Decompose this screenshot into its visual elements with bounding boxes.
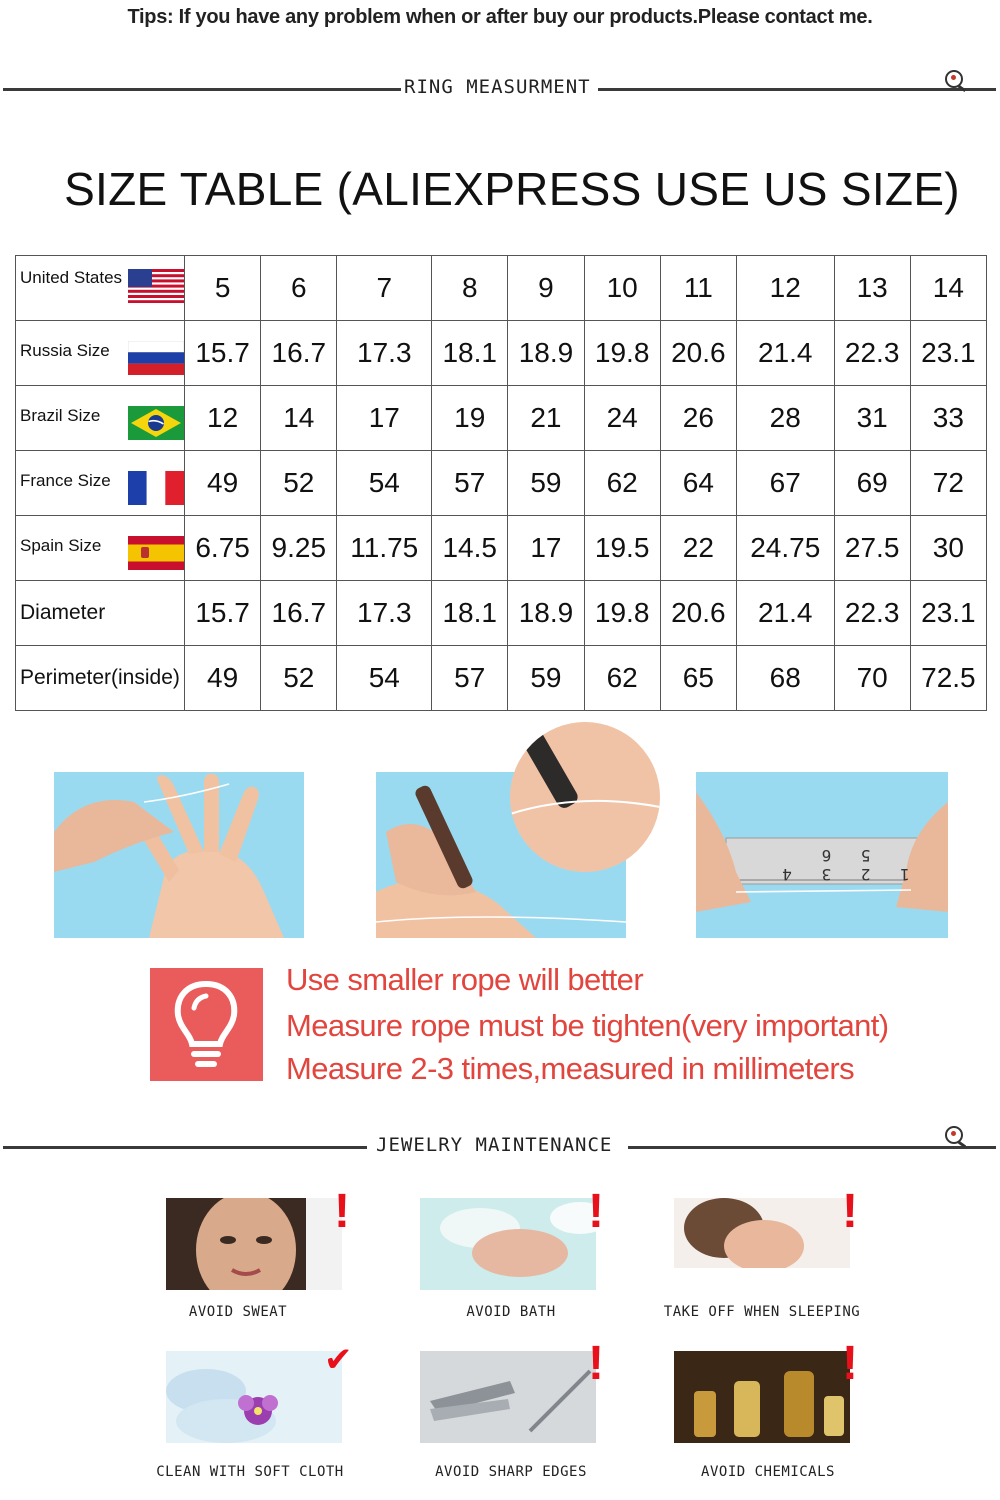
size-value-cell: 11.75	[337, 516, 432, 581]
size-value-cell: 10	[584, 256, 660, 321]
size-value-cell: 31	[834, 386, 910, 451]
size-value-cell: 52	[261, 646, 337, 711]
size-table-row	[16, 321, 987, 386]
size-value-cell: 12	[736, 256, 834, 321]
size-value-cell: 72	[910, 451, 986, 516]
size-value-cell: 20.6	[660, 321, 736, 386]
size-value-cell: 7	[337, 256, 432, 321]
magnified-pen-tip-circle	[510, 722, 660, 872]
brazil-flag-icon	[128, 406, 184, 440]
size-table-row	[16, 451, 987, 516]
row-label: France Size	[20, 471, 111, 490]
size-value-cell: 19.5	[584, 516, 660, 581]
care-label-chemicals: AVOID CHEMICALS	[701, 1464, 835, 1480]
size-value-cell: 33	[910, 386, 986, 451]
photo-wrap-string-around-finger	[54, 772, 304, 938]
sleeping-woman-illustration	[674, 1198, 850, 1290]
alert-mark-bath: !	[588, 1185, 604, 1238]
size-value-cell: 69	[834, 451, 910, 516]
size-value-cell: 59	[508, 646, 584, 711]
size-value-cell: 22.3	[834, 581, 910, 646]
row-label-cell	[16, 646, 185, 711]
care-image-soft-cloth	[166, 1351, 342, 1443]
care-image-sleeping	[674, 1198, 850, 1290]
alert-mark-sleeping: !	[842, 1185, 858, 1238]
size-value-cell: 72.5	[910, 646, 986, 711]
size-value-cell: 67	[736, 451, 834, 516]
size-value-cell: 11	[660, 256, 736, 321]
size-table-row	[16, 386, 987, 451]
size-value-cell: 64	[660, 451, 736, 516]
size-value-cell: 62	[584, 451, 660, 516]
row-label-cell	[16, 516, 185, 581]
ruler-digits: 1 2 3 4 5 6	[772, 846, 910, 884]
size-value-cell: 54	[337, 646, 432, 711]
size-value-cell: 21.4	[736, 321, 834, 386]
care-label-sharp-edges: AVOID SHARP EDGES	[435, 1464, 587, 1480]
size-value-cell: 19	[432, 386, 508, 451]
size-value-cell: 15.7	[185, 321, 261, 386]
tip-line-measure-times: Measure 2-3 times,measured in millimeters	[286, 1051, 855, 1086]
divider-line-right	[598, 88, 996, 91]
row-label-cell	[16, 581, 185, 646]
care-image-bath	[420, 1198, 596, 1290]
size-value-cell: 24.75	[736, 516, 834, 581]
size-value-cell: 17.3	[337, 321, 432, 386]
divider-line-left	[3, 88, 401, 91]
size-value-cell: 18.1	[432, 321, 508, 386]
alert-mark-sharp-edges: !	[588, 1337, 604, 1390]
row-label-cell	[16, 256, 185, 321]
care-image-sharp-edges	[420, 1351, 596, 1443]
row-label: Brazil Size	[20, 406, 101, 425]
tip-line-rope: Use smaller rope will better	[286, 962, 644, 997]
size-value-cell: 17	[337, 386, 432, 451]
size-value-cell: 22	[660, 516, 736, 581]
size-value-cell: 17.3	[337, 581, 432, 646]
ring-measurement-heading: RING MEASURMENT	[404, 76, 591, 98]
size-value-cell: 26	[660, 386, 736, 451]
size-value-cell: 18.1	[432, 581, 508, 646]
brand-logo-icon	[945, 1126, 963, 1144]
lightbulb-icon	[150, 968, 263, 1081]
size-value-cell: 24	[584, 386, 660, 451]
size-value-cell: 14	[261, 386, 337, 451]
nail-clipper-illustration	[420, 1351, 596, 1443]
size-value-cell: 20.6	[660, 581, 736, 646]
care-image-chemicals	[674, 1351, 850, 1443]
alert-mark-sweat: !	[334, 1185, 350, 1238]
size-value-cell: 70	[834, 646, 910, 711]
size-value-cell: 14.5	[432, 516, 508, 581]
size-value-cell: 5	[185, 256, 261, 321]
size-value-cell: 23.1	[910, 581, 986, 646]
size-value-cell: 17	[508, 516, 584, 581]
care-label-soft-cloth: CLEAN WITH SOFT CLOTH	[156, 1464, 344, 1480]
bath-illustration	[420, 1198, 596, 1290]
size-value-cell: 23.1	[910, 321, 986, 386]
tip-lightbulb-box	[150, 968, 263, 1081]
care-label-sleeping: TAKE OFF WHEN SLEEPING	[663, 1304, 861, 1320]
alert-mark-chemicals: !	[842, 1337, 858, 1390]
size-value-cell: 68	[736, 646, 834, 711]
size-value-cell: 65	[660, 646, 736, 711]
size-value-cell: 22.3	[834, 321, 910, 386]
hand-string-illustration	[54, 772, 304, 938]
row-label: Diameter	[20, 601, 106, 624]
towels-orchid-illustration	[166, 1351, 342, 1443]
size-value-cell: 6.75	[185, 516, 261, 581]
size-value-cell: 57	[432, 451, 508, 516]
size-table-row	[16, 516, 987, 581]
size-table-title: SIZE TABLE (ALIEXPRESS USE US SIZE)	[64, 163, 960, 215]
care-image-sweat	[166, 1198, 342, 1290]
divider-line-right	[628, 1146, 996, 1149]
row-label: United States	[20, 268, 123, 287]
jewelry-maintenance-heading: JEWELRY MAINTENANCE	[376, 1134, 613, 1156]
row-label-cell	[16, 451, 185, 516]
ring-measurement-divider	[0, 74, 1000, 104]
russia-flag-icon	[128, 341, 184, 375]
size-value-cell: 62	[584, 646, 660, 711]
size-value-cell: 49	[185, 451, 261, 516]
size-value-cell: 18.9	[508, 581, 584, 646]
size-value-cell: 19.8	[584, 321, 660, 386]
jewelry-maintenance-divider	[0, 1132, 1000, 1162]
us-flag-icon	[128, 269, 184, 303]
size-value-cell: 54	[337, 451, 432, 516]
tip-line-tighten: Measure rope must be tighten(very important)	[286, 1008, 889, 1043]
size-value-cell: 16.7	[261, 581, 337, 646]
row-label-cell	[16, 321, 185, 386]
row-label: Spain Size	[20, 536, 102, 555]
size-value-cell: 14	[910, 256, 986, 321]
row-label: Perimeter(inside)	[20, 666, 180, 689]
france-flag-icon	[128, 471, 184, 505]
size-value-cell: 21.4	[736, 581, 834, 646]
size-value-cell: 30	[910, 516, 986, 581]
size-value-cell: 57	[432, 646, 508, 711]
care-label-sweat: AVOID SWEAT	[188, 1304, 288, 1320]
size-value-cell: 18.9	[508, 321, 584, 386]
woman-face-illustration	[166, 1198, 342, 1290]
size-value-cell: 21	[508, 386, 584, 451]
size-table-row	[16, 256, 987, 321]
photo-measure-string-on-ruler	[696, 772, 948, 938]
size-value-cell: 13	[834, 256, 910, 321]
size-table-row	[16, 646, 987, 711]
brand-logo-icon	[945, 70, 963, 88]
care-label-bath: AVOID BATH	[466, 1304, 556, 1320]
size-value-cell: 27.5	[834, 516, 910, 581]
row-label: Russia Size	[20, 341, 110, 360]
spain-flag-icon	[128, 536, 184, 570]
size-value-cell: 6	[261, 256, 337, 321]
magnified-pen-illustration	[510, 722, 660, 872]
size-value-cell: 52	[261, 451, 337, 516]
size-table-body	[16, 256, 987, 711]
size-value-cell: 12	[185, 386, 261, 451]
size-value-cell: 59	[508, 451, 584, 516]
size-value-cell: 9	[508, 256, 584, 321]
size-value-cell: 9.25	[261, 516, 337, 581]
size-table	[15, 255, 987, 711]
size-value-cell: 19.8	[584, 581, 660, 646]
row-label-cell	[16, 386, 185, 451]
size-value-cell: 8	[432, 256, 508, 321]
check-mark-soft-cloth: ✔	[324, 1340, 353, 1380]
tips-text: Tips: If you have any problem when or after buy our products.Please contact me.	[127, 6, 873, 28]
size-value-cell: 28	[736, 386, 834, 451]
oil-bottles-illustration	[674, 1351, 850, 1443]
size-table-row	[16, 581, 987, 646]
size-value-cell: 15.7	[185, 581, 261, 646]
size-value-cell: 16.7	[261, 321, 337, 386]
size-value-cell: 49	[185, 646, 261, 711]
divider-line-left	[3, 1146, 367, 1149]
